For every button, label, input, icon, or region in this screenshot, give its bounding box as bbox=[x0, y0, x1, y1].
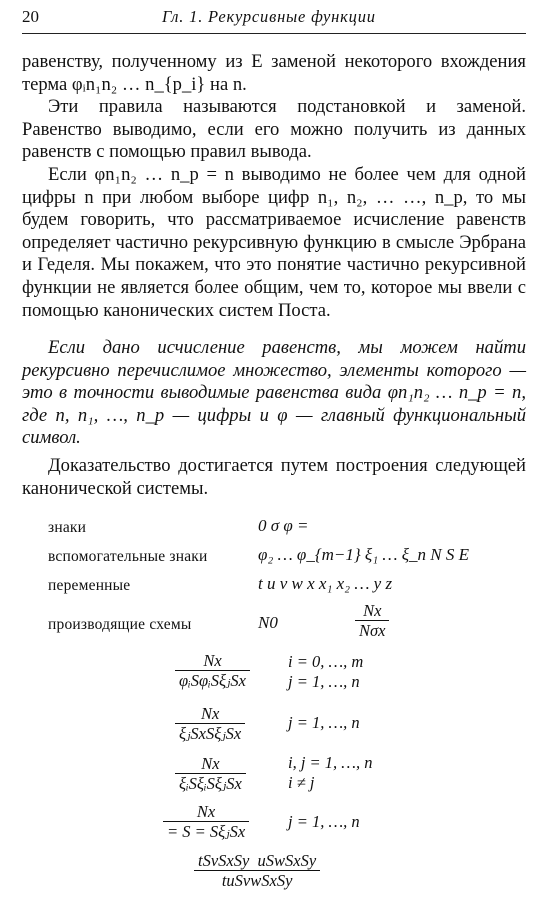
scheme-condition: i = 0, …, m j = 1, …, n bbox=[288, 652, 364, 691]
fraction-numerator: Nx bbox=[201, 754, 220, 773]
row-value: t u v w x x₁ x₂ … y z bbox=[258, 574, 393, 593]
paragraph-2: Эти правила называются подстановкой и заменой. Равенство выводимо, если его можно получить из данных равенств с помощью правил вывода. bbox=[22, 96, 526, 163]
fraction-numerator: Nx bbox=[203, 651, 222, 670]
fraction-numerator: Nx bbox=[200, 704, 220, 723]
row-label: вспомогательные знаки bbox=[48, 548, 208, 565]
fraction-denominator: ξᵢSξᵢSξⱼSx bbox=[175, 773, 246, 793]
scheme-fraction bbox=[175, 754, 246, 793]
scheme-condition: j = 1, …, n bbox=[288, 713, 360, 732]
running-title: Гл. 1. Рекурсивные функции bbox=[162, 7, 376, 26]
theorem-statement bbox=[22, 337, 526, 450]
header-rule bbox=[22, 33, 526, 34]
fraction-denominator: tuSvwSxSy bbox=[194, 870, 320, 890]
row-label: знаки bbox=[48, 519, 87, 536]
scheme-fraction bbox=[194, 851, 320, 890]
proof-paragraph: Доказательство достигается путем построения следующей канонической системы. bbox=[22, 455, 526, 499]
row-value: φ₂ … φ_{m−1} ξ₁ … ξ_n N S E bbox=[258, 545, 469, 564]
scheme-fraction bbox=[163, 802, 249, 841]
row-label: переменные bbox=[48, 577, 131, 594]
scheme-condition: i, j = 1, …, n i ≠ j bbox=[288, 753, 373, 792]
fraction-denominator: φᵢSφᵢSξⱼSx bbox=[175, 670, 250, 690]
theorem-text: Если дано исчисление равенств, мы можем найти рекурсивно перечислимое множество, элементы которого — это в точности выводимые равенства вида φn₁n₂ … n_p = n, где n, n₁, …, n_p — цифры и φ — главный функциональный символ. bbox=[22, 337, 526, 449]
fraction-numerator: tSvSxSy uSwSxSy bbox=[198, 851, 317, 870]
intro-text bbox=[22, 51, 526, 322]
page-number: 20 bbox=[22, 7, 39, 26]
fraction-numerator: Nx bbox=[363, 601, 382, 620]
fraction-denominator: Nσx bbox=[355, 620, 389, 640]
paragraph-3: Если φn₁n₂ … n_p = n выводимо не более чем для одной цифры n при любом выборе цифр n₁, n₂, … …, n_p, то мы будем говорить, что рассматриваемое исчисление равенств определяет частично рекурсивную функцию в смысле Эрбрана и Геделя. Мы покажем, что это понятие частично рекурсивной функции не является более общим, чем то, которое мы ввели с помощью канонических систем Поста. bbox=[22, 163, 526, 321]
paragraph-1: равенству, полученному из E заменой некоторого вхождения терма φᵢn₁n₂ … n_{p_i} на n. bbox=[22, 51, 526, 95]
scheme-fraction bbox=[175, 704, 245, 743]
scheme-fraction bbox=[355, 601, 389, 640]
fraction-denominator: = S = SξⱼSx bbox=[163, 821, 249, 841]
row-label: производящие схемы bbox=[48, 616, 192, 633]
scheme-condition: j = 1, …, n bbox=[288, 812, 360, 831]
fraction-numerator: Nx bbox=[196, 802, 216, 821]
fraction-denominator: ξⱼSxSξⱼSx bbox=[175, 723, 245, 743]
scheme-fraction bbox=[175, 651, 250, 690]
row-value: 0 σ φ = bbox=[258, 516, 309, 535]
row-value: N0 bbox=[258, 613, 278, 632]
proof-text bbox=[22, 455, 526, 500]
running-head bbox=[22, 6, 526, 28]
